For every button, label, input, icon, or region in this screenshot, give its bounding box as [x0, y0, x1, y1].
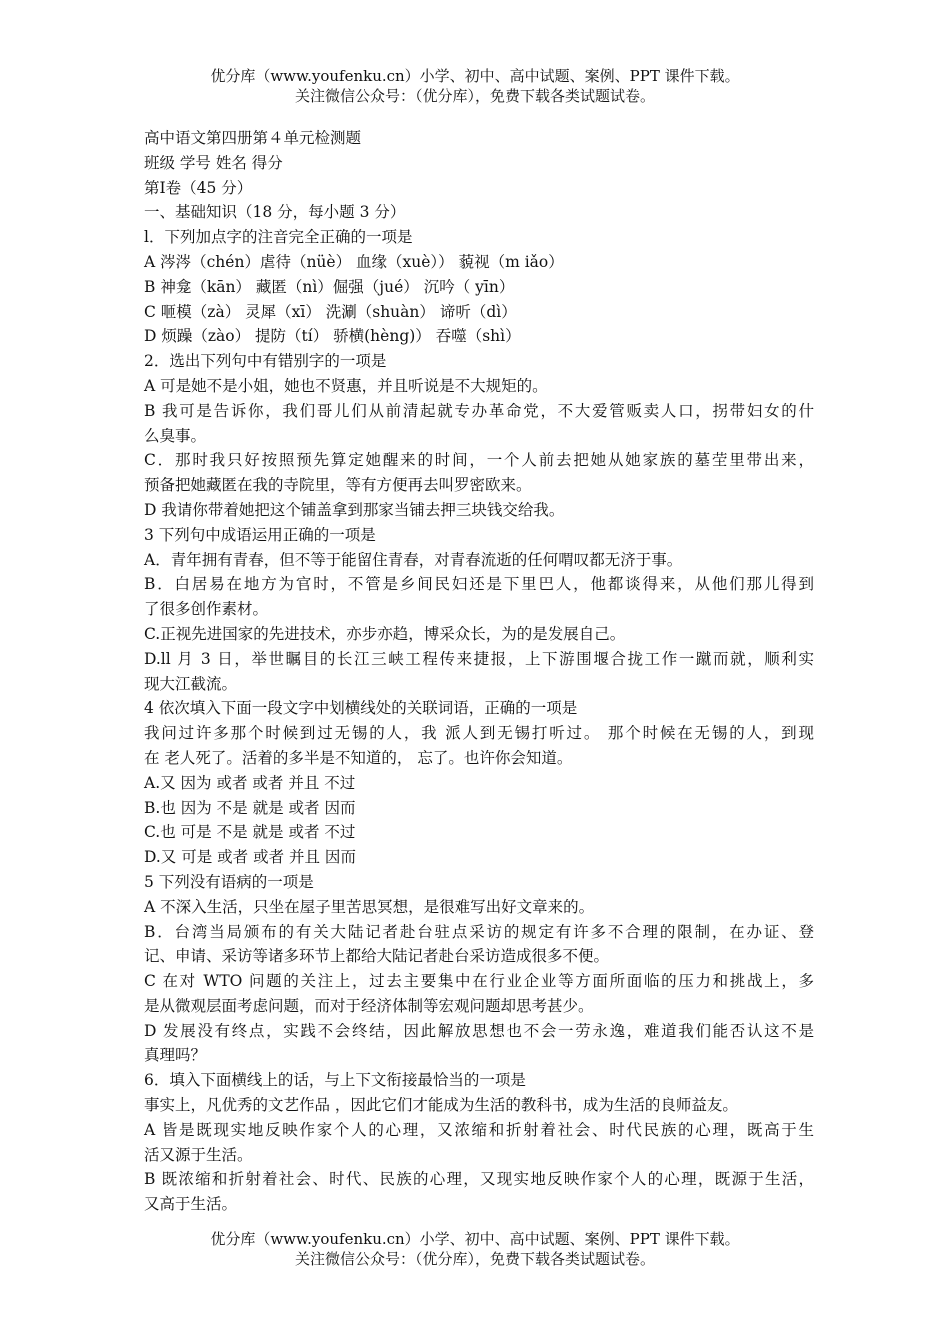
q4-option-b: B.也 因为 不是 就是 或者 因而: [144, 798, 356, 817]
q3-option-d-line2: 现大江截流。: [144, 674, 238, 693]
q6-option-a-line1: A 皆是既现实地反映作家个人的心理，又浓缩和折射着社会、时代民族的心理，既高于生: [144, 1120, 814, 1139]
header-banner: [0, 66, 950, 106]
q3-option-a: A．青年拥有青春，但不等于能留住青春，对青春流逝的任何喟叹都无济于事。: [144, 550, 683, 569]
q3-stem: 3 下列句中成语运用正确的一项是: [144, 525, 376, 544]
q2-option-c-line1: C．那时我只好按照预先算定她醒来的时间，一个人前去把她从她家族的墓茔里带出来，: [144, 451, 814, 470]
q1-option-c: C 咂模（zà） 灵犀（xī） 洗涮（shuàn） 谛听（dì）: [144, 302, 517, 321]
q5-option-d-line1: D 发展没有终点，实践不会终结，因此解放思想也不会一劳永逸，难道我们能否认这不是: [144, 1021, 814, 1040]
q4-passage-line2: 在 老人死了。活着的多半是不知道的， 忘了。也许你会知道。: [144, 748, 573, 767]
footer-banner: [0, 1229, 950, 1269]
volume-heading: 第Ⅰ卷（45 分）: [144, 178, 253, 197]
q4-stem: 4 依次填入下面一段文字中划横线处的关联词语，正确的一项是: [144, 699, 578, 718]
q1-option-a: A 涔涔（chén）虐待（nüè） 血缘（xuè）） 藐视（m iǎo）: [144, 252, 564, 271]
exam-content: [144, 126, 814, 1217]
q3-option-b-line1: B．白居易在地方为官时，不管是乡间民妇还是下里巴人，他都谈得来，从他们那儿得到: [144, 575, 814, 594]
q3-option-b-line2: 了很多创作素材。: [144, 600, 269, 619]
q2-option-a: A 可是她不是小姐，她也不贤惠，并且听说是不大规矩的。: [144, 376, 548, 395]
q4-passage-line1: 我问过许多那个时候到过无锡的人，我 派人到无锡打听过。 那个时候在无锡的人，到现: [144, 724, 814, 743]
q5-option-d-line2: 真理吗？: [144, 1046, 207, 1065]
q6-option-a-line2: 活又源于生活。: [144, 1145, 253, 1164]
q2-option-b-line1: B 我可是告诉你，我们哥儿们从前清起就专办革命党，不大爱管贩卖人口，拐带妇女的什: [144, 401, 814, 420]
header-line-2: 关注微信公众号：（优分库），免费下载各类试题试卷。: [294, 87, 655, 105]
q6-stem: 6．填入下面横线上的话，与上下文衔接最恰当的一项是: [144, 1071, 526, 1090]
footer-line-1: 优分库（www.youfenku.cn）小学、初中、高中试题、案例、PPT 课件下载。: [210, 1230, 740, 1248]
q2-option-d: D 我请你带着她把这个铺盖拿到那家当铺去押三块钱交给我。: [144, 500, 565, 519]
q3-option-c: C.正视先进国家的先进技术，亦步亦趋，博采众长，为的是发展自己。: [144, 624, 626, 643]
q6-option-b-line1: B 既浓缩和折射着社会、时代、民族的心理，又现实地反映作家个人的心理，既源于生活，: [144, 1170, 814, 1189]
q4-option-c: C.也 可是 不是 就是 或者 不过: [144, 823, 356, 842]
section-heading: 一、基础知识（18 分，每小题 3 分）: [144, 203, 406, 222]
q5-option-a: A 不深入生活，只坐在屋子里苦思冥想，是很难写出好文章来的。: [144, 897, 595, 916]
header-line-1: 优分库（www.youfenku.cn）小学、初中、高中试题、案例、PPT 课件下载。: [210, 67, 740, 85]
q4-option-a: A.又 因为 或者 或者 并且 不过: [144, 773, 356, 792]
q5-stem: 5 下列没有语病的一项是: [144, 872, 314, 891]
q1-stem: l．下列加点字的注音完全正确的一项是: [144, 228, 413, 247]
q5-option-c-line1: C 在对 WTO 问题的关注上，过去主要集中在行业企业等方面所面临的压力和挑战上，多: [144, 972, 814, 991]
q6-passage: 事实上，凡优秀的文艺作品 ，因此它们才能成为生活的教科书，成为生活的良师益友。: [144, 1096, 738, 1115]
q1-option-b: B 神龛（kān） 藏匿（nì）倔强（jué） 沉吟（ yīn）: [144, 277, 515, 296]
q2-stem: 2．选出下列句中有错别字的一项是: [144, 352, 387, 371]
q1-option-d: D 烦躁（zào） 提防（tí） 骄横(hèng)） 吞噬（shì）: [144, 327, 521, 346]
q6-option-b-line2: 又高于生活。: [144, 1195, 238, 1214]
q2-option-c-line2: 预备把她藏匿在我的寺院里，等有方便再去叫罗密欧来。: [144, 476, 532, 495]
q4-option-d: D.又 可是 或者 或者 并且 因而: [144, 848, 356, 867]
q5-option-c-line2: 是从微观层面考虑问题，而对于经济体制等宏观问题却思考甚少。: [144, 996, 594, 1015]
q3-option-d-line1: D.ll 月 3 日，举世瞩目的长江三峡工程传来捷报，上下游围堰合拢工作一蹴而就，顺利实: [144, 649, 814, 668]
doc-title: 高中语文第四册第４单元检测题: [144, 129, 362, 147]
student-info: 班级 学号 姓名 得分: [144, 153, 283, 172]
footer-line-2: 关注微信公众号：（优分库），免费下载各类试题试卷。: [294, 1250, 655, 1268]
q5-option-b-line1: B．台湾当局颁布的有关大陆记者赴台驻点采访的规定有许多不合理的限制，在办证、登: [144, 922, 814, 941]
q2-option-b-line2: 么臭事。: [144, 426, 207, 445]
q5-option-b-line2: 记、申请、采访等诸多环节上都给大陆记者赴台采访造成很多不便。: [144, 947, 610, 966]
